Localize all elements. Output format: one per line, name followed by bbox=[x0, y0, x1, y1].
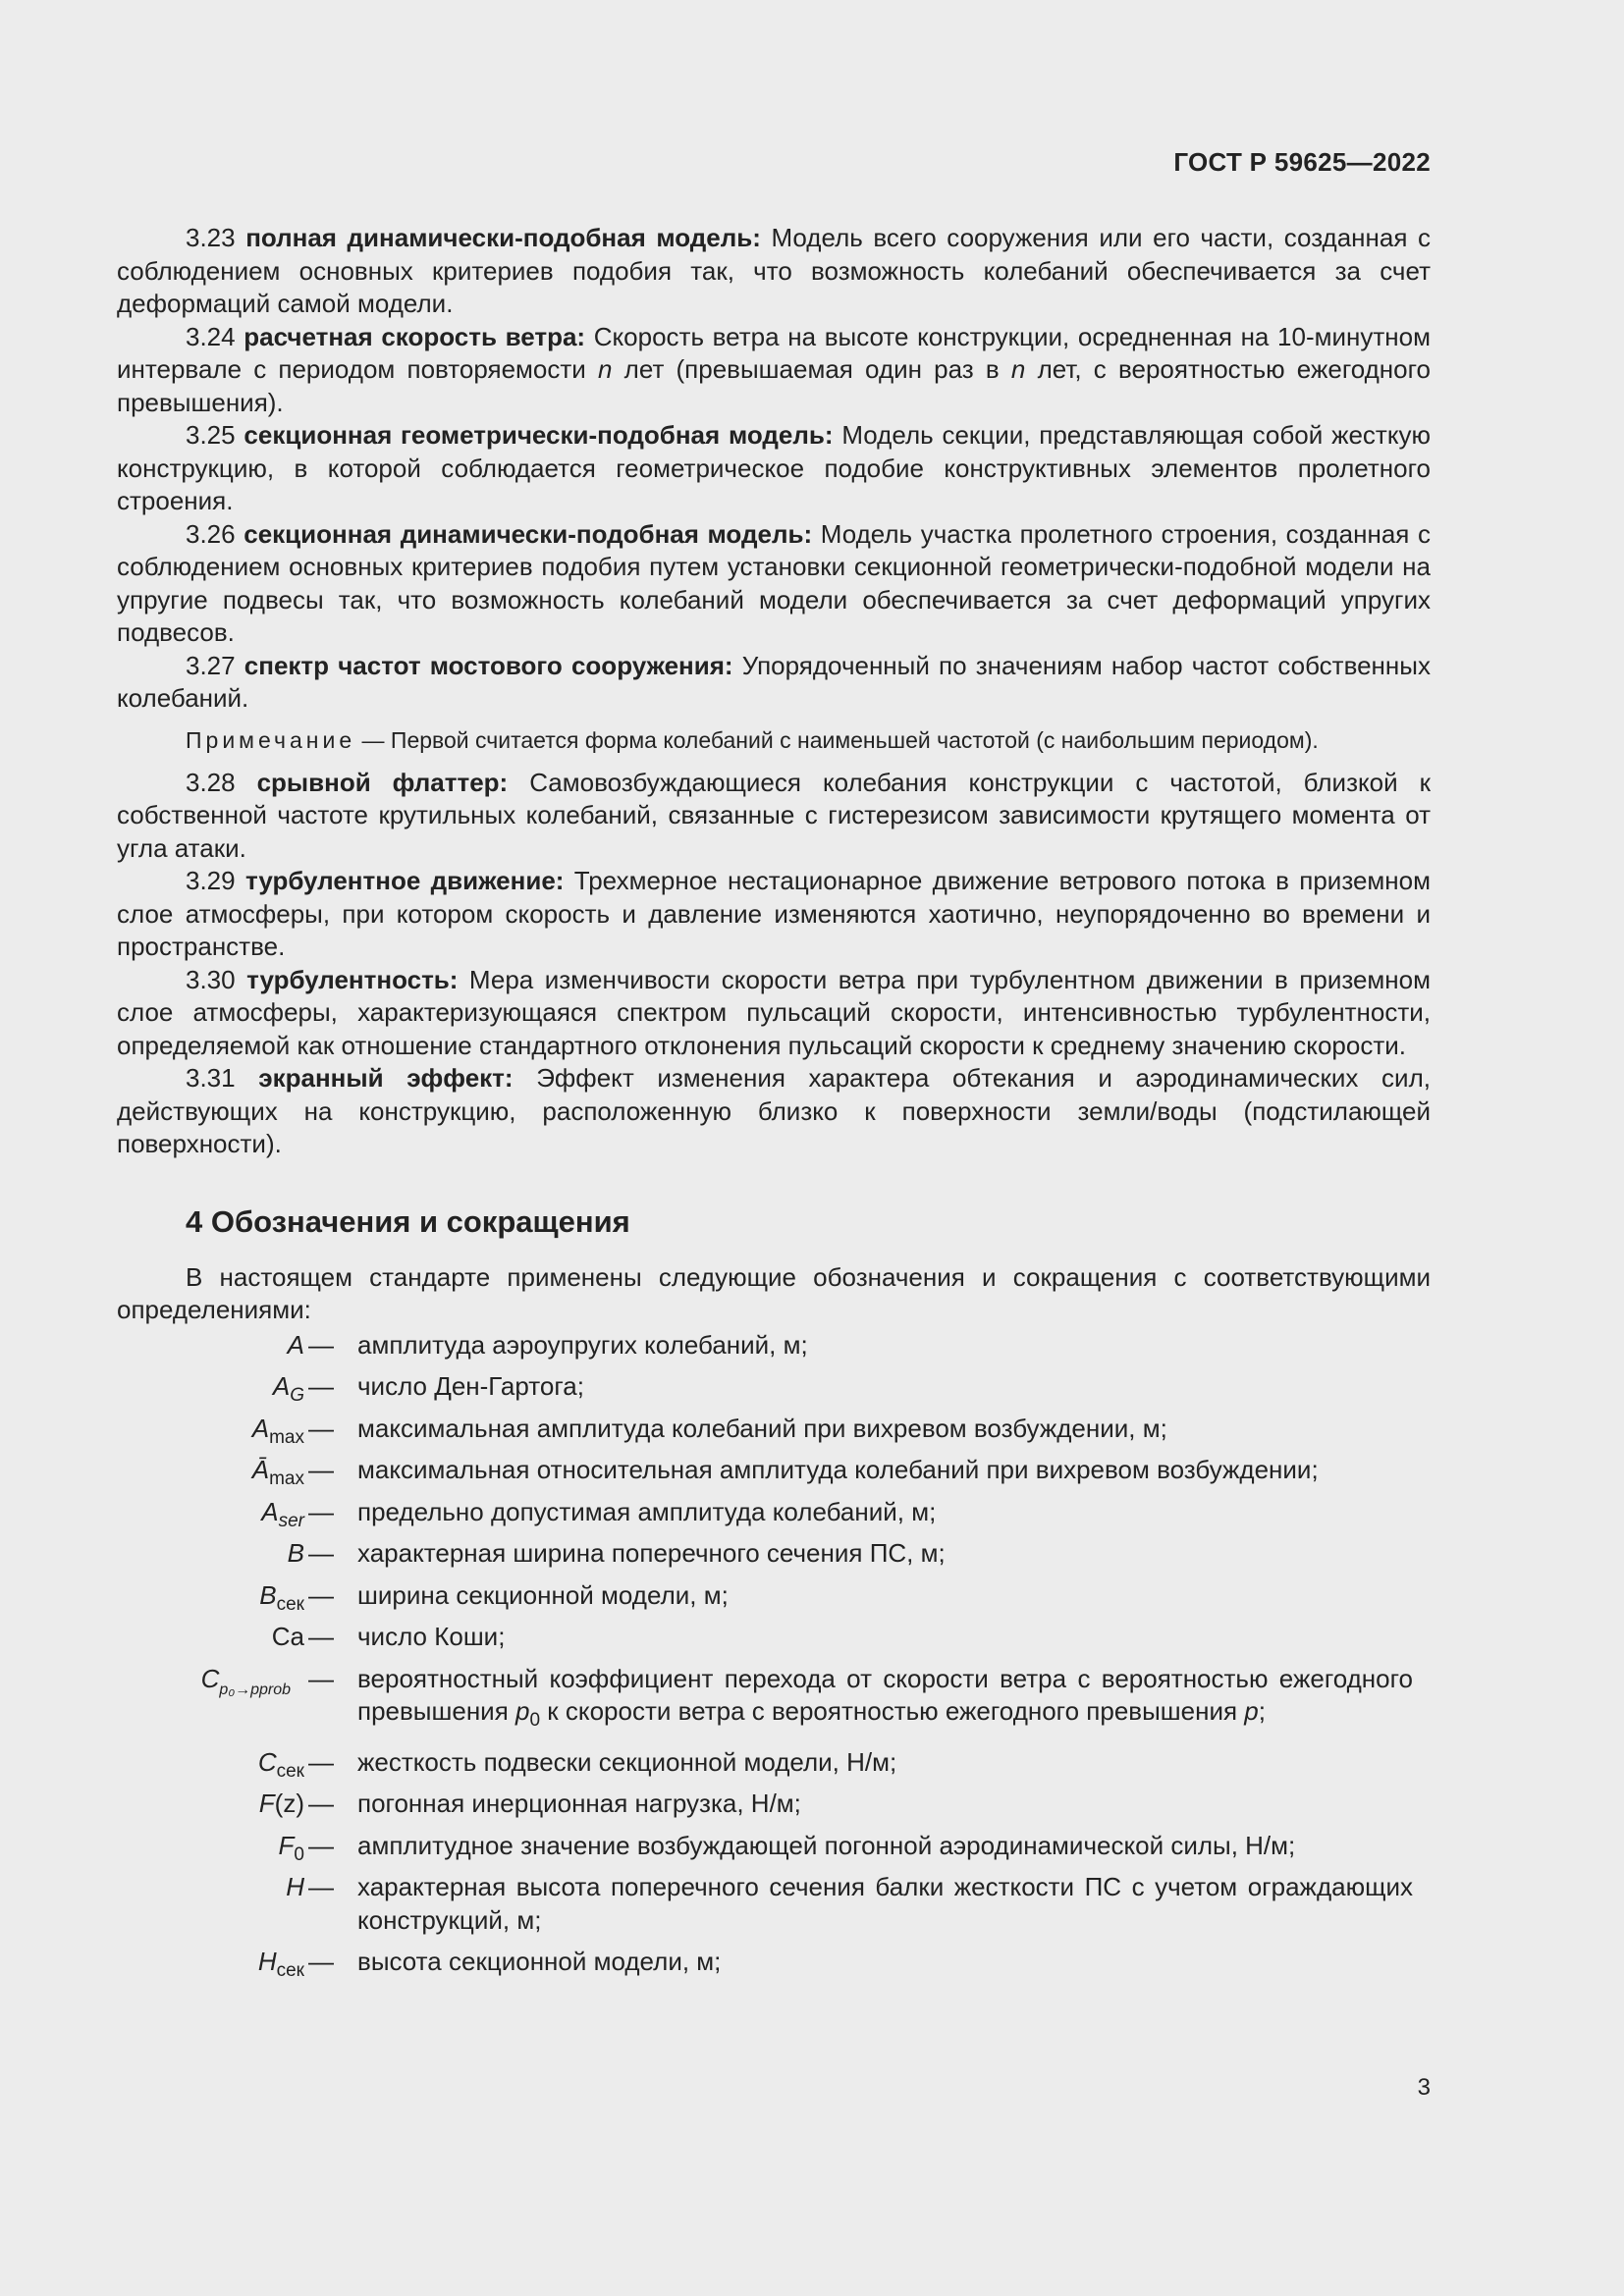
symbol-row bbox=[117, 1830, 1431, 1863]
term-name: спектр частот мостового сооружения: bbox=[244, 650, 733, 680]
term-name: турбулентное движение: bbox=[244, 866, 565, 895]
symbol-row bbox=[117, 1329, 1431, 1362]
symbol: Cp₀→pprob — bbox=[200, 1663, 334, 1698]
symbol-definition: число Ден-Гартога; bbox=[357, 1371, 584, 1401]
symbol-definition: предельно допустимая амплитуда колебаний, м; bbox=[357, 1496, 937, 1526]
term-number: 3.30 bbox=[186, 964, 236, 994]
term-name: экранный эффект: bbox=[258, 1063, 514, 1093]
symbol-definition: амплитудное значение возбуждающей погонной аэродинамической силы, Н/м; bbox=[357, 1830, 1296, 1860]
symbol: $B_{сек}$ — bbox=[259, 1579, 334, 1615]
symbol-definition: жесткость подвески секционной модели, Н/м; bbox=[357, 1746, 897, 1777]
term-definition: Упорядоченный по значениям набор частот собственных колебаний. bbox=[117, 650, 1431, 713]
term-name: секционная геометрически-подобная модель: bbox=[244, 420, 834, 450]
symbol: F(z) — bbox=[258, 1789, 334, 1819]
standard-number-header: ГОСТ Р 59625—2022 bbox=[1173, 147, 1431, 177]
symbol-definition: ширина секционной модели, м; bbox=[357, 1579, 729, 1610]
variable-n: n bbox=[1010, 354, 1026, 384]
term-name: турбулентность: bbox=[246, 964, 459, 994]
symbol: A — bbox=[287, 1329, 334, 1360]
symbol-definition: максимальная относительная амплитуда колебаний при вихревом возбуждении; bbox=[357, 1455, 1319, 1484]
symbol: Ca — bbox=[271, 1622, 334, 1651]
term-number: 3.27 bbox=[186, 650, 236, 680]
symbol: B — bbox=[287, 1538, 334, 1568]
variable-n: n bbox=[598, 354, 613, 384]
symbol-definition: число Коши; bbox=[357, 1622, 506, 1651]
term-number: 3.31 bbox=[186, 1063, 236, 1093]
symbol-row bbox=[117, 1370, 1431, 1404]
term-number: 3.23 bbox=[186, 223, 236, 252]
note-text: — Первой считается форма колебаний с наименьшей частотой (с наибольшим периодом). bbox=[361, 726, 1319, 753]
symbols-list bbox=[117, 1329, 1431, 1982]
term-number: 3.28 bbox=[186, 767, 236, 797]
term-definition: Скорость ветра на высоте конструкции, осредненная на 10-минутном интервале с периодом повторяемости bbox=[117, 321, 1431, 384]
symbol-row bbox=[117, 1788, 1431, 1821]
symbol-row bbox=[117, 1946, 1431, 1982]
term-name: полная динамически-подобная модель: bbox=[245, 223, 761, 252]
term-3-23 bbox=[117, 222, 1431, 321]
term-definition: Модель всего сооружения или его части, созданная с соблюдением основных критериев подобия так, что возможность колебаний обеспечивается за счет деформаций самой модели. bbox=[117, 223, 1431, 318]
symbol-definition: высота секционной модели, м; bbox=[357, 1947, 722, 1977]
section-intro: В настоящем стандарте применены следующие обозначения и сокращения с соответствующими определениями: bbox=[117, 1261, 1431, 1324]
symbol-row bbox=[117, 1579, 1431, 1613]
symbol-definition: вероятностный коэффициент перехода от скорости ветра с вероятностью ежегодного превышения $p_0$ к скорости ветра с вероятностью ежегодного превышения p; bbox=[357, 1663, 1413, 1732]
term-3-28 bbox=[117, 767, 1431, 866]
symbol-row bbox=[117, 1746, 1431, 1780]
symbol-definition: погонная инерционная нагрузка, Н/м; bbox=[357, 1789, 801, 1819]
document-body bbox=[117, 222, 1431, 1988]
term-number: 3.24 bbox=[186, 321, 236, 351]
term-3-30 bbox=[117, 964, 1431, 1063]
term-3-26 bbox=[117, 518, 1431, 650]
term-definition: Эффект изменения характера обтекания и аэродинамических сил, действующих на конструкцию, расположенную близко к поверхности земли/воды (подстилающей поверхности). bbox=[117, 1063, 1431, 1158]
symbol-row bbox=[117, 1496, 1431, 1529]
symbol: $Ā_{max}$ — bbox=[251, 1455, 334, 1489]
section-title: 4 Обозначения и сокращения bbox=[186, 1203, 630, 1239]
symbol-row bbox=[117, 1871, 1431, 1937]
symbol-row bbox=[117, 1537, 1431, 1571]
symbol-row bbox=[117, 1663, 1431, 1737]
term-definition: Модель участка пролетного строения, созданная с соблюдением основных критериев подобия путем установки секционной геометрически-подобной модели на упругие подвесы так, что возможность колебаний модели обеспечивается за счет деформаций упругих подвесов. bbox=[117, 518, 1431, 647]
term-3-31 bbox=[117, 1062, 1431, 1161]
symbol: $H_{сек}$ — bbox=[257, 1947, 334, 1982]
symbol-row bbox=[117, 1413, 1431, 1446]
term-definition: Мера изменчивости скорости ветра при турбулентном движении в приземном слое атмосферы, характеризующаяся спектром пульсаций скорости, интенсивностью турбулентности, определяемой как отношение стандартного отклонения пульсаций скорости к среднему значению скорости. bbox=[117, 964, 1432, 1060]
term-3-24 bbox=[117, 321, 1431, 420]
symbol: $A_{ser}$ — bbox=[261, 1496, 334, 1531]
term-3-27 bbox=[117, 650, 1431, 716]
term-name: срывной флаттер: bbox=[256, 767, 509, 797]
term-definition: Трехмерное нестационарное движение ветрового потока в приземном слое атмосферы, при котором скорость и давление изменяются хаотично, неупорядоченно во времени и пространстве. bbox=[117, 866, 1431, 961]
term-name: расчетная скорость ветра: bbox=[244, 321, 586, 351]
symbol-row bbox=[117, 1621, 1431, 1654]
page-number: 3 bbox=[1417, 2074, 1431, 2101]
symbol: $A_{max}$ — bbox=[251, 1413, 334, 1448]
note bbox=[117, 725, 1431, 755]
term-definition: лет (превышаемая один раз в bbox=[623, 354, 1000, 384]
symbol: H — bbox=[286, 1872, 334, 1902]
symbol-row bbox=[117, 1454, 1431, 1487]
symbol-definition: амплитуда аэроупругих колебаний, м; bbox=[357, 1329, 808, 1360]
term-number: 3.29 bbox=[186, 866, 236, 895]
symbol-definition: максимальная амплитуда колебаний при вихревом возбуждении, м; bbox=[357, 1413, 1167, 1443]
symbol-definition: характерная высота поперечного сечения балки жесткости ПС с учетом ограждающих конструкций, м; bbox=[357, 1872, 1413, 1935]
term-name: секционная динамически-подобная модель: bbox=[244, 518, 813, 549]
note-label: Примечание bbox=[186, 726, 356, 753]
term-number: 3.26 bbox=[186, 518, 236, 549]
symbol: $F_0$ — bbox=[278, 1830, 334, 1865]
symbol: $C_{сек}$ — bbox=[257, 1746, 334, 1782]
symbol: $A_G$ — bbox=[272, 1371, 334, 1406]
term-definition: Модель секции, представляющая собой жесткую конструкцию, в которой соблюдается геометрическое подобие конструктивных элементов пролетного строения. bbox=[117, 420, 1431, 515]
symbol-definition: характерная ширина поперечного сечения ПС, м; bbox=[357, 1538, 946, 1568]
term-3-25 bbox=[117, 419, 1431, 518]
term-3-29 bbox=[117, 865, 1431, 964]
term-definition: Самовозбуждающиеся колебания конструкции с частотой, близкой к собственной частоте крутильных колебаний, связанные с гистерезисом зависимости крутящего момента от угла атаки. bbox=[117, 767, 1431, 863]
term-definition: лет, с вероятностью ежегодного превышения). bbox=[117, 354, 1431, 417]
term-number: 3.25 bbox=[186, 420, 236, 450]
